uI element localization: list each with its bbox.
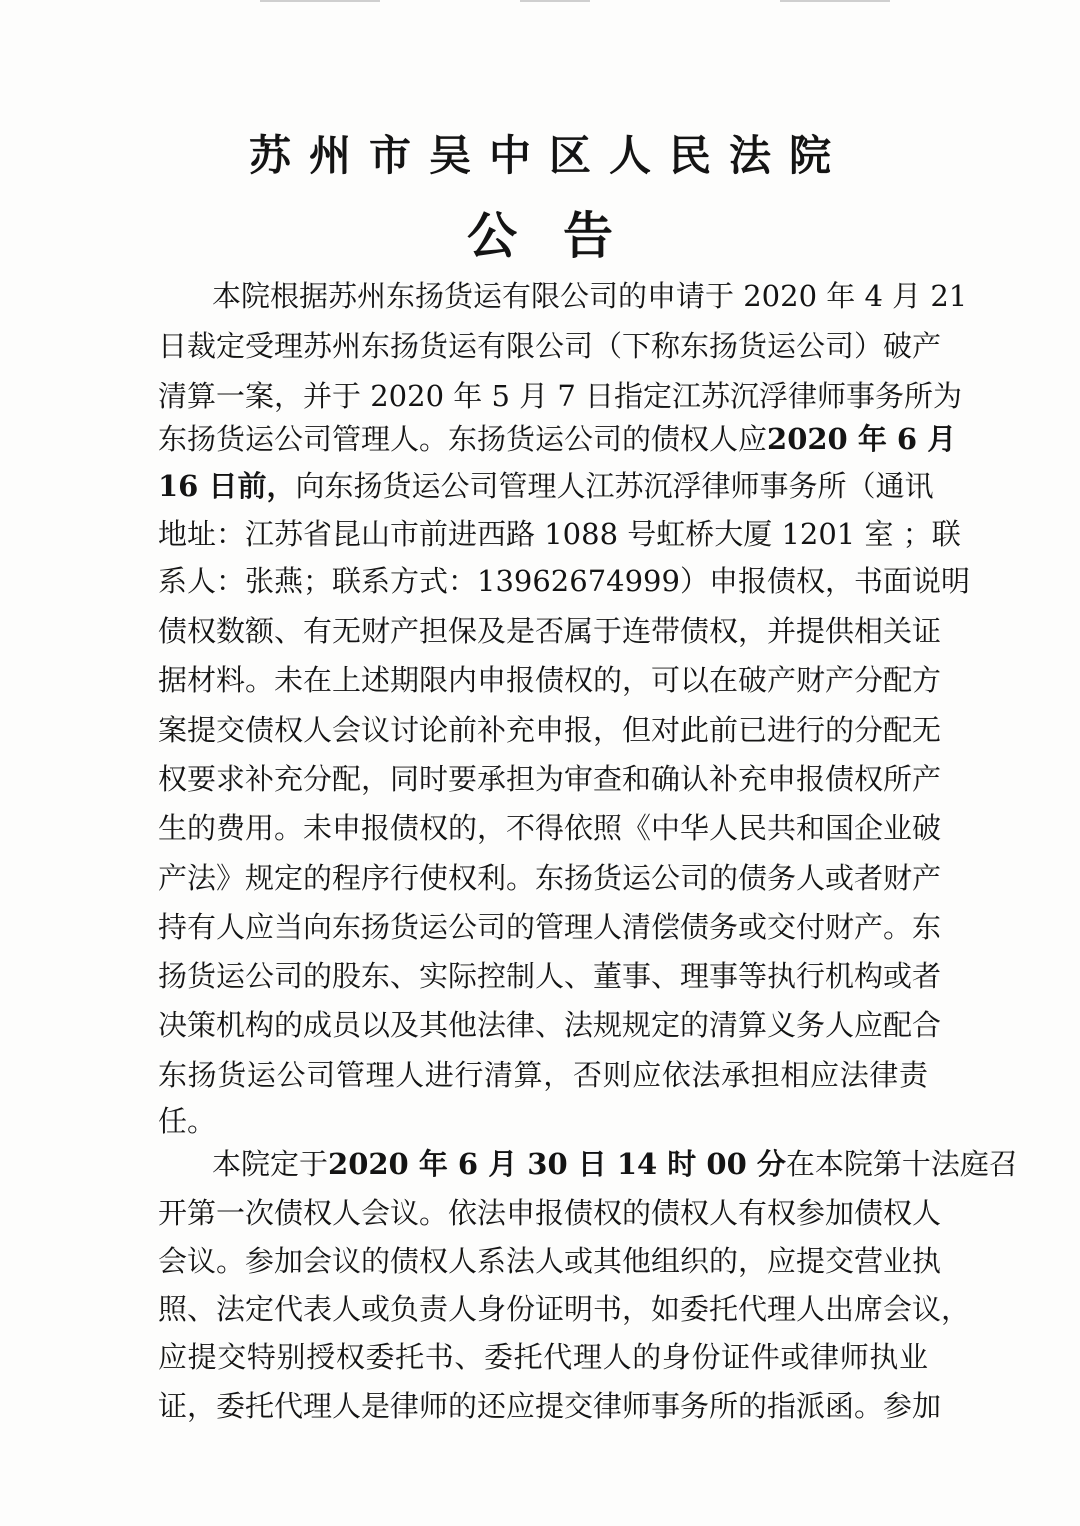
paragraph-1-line-14: 持有人应当向东扬货运公司的管理人清偿债务或交付财产。东 [158,910,942,944]
paragraph-1-line-18: 任。 [158,1104,217,1138]
deadline-date: 2020 年 6 月 [767,422,957,456]
paragraph-1-line-6: 地址：江苏省昆山市前进西路 1088 号虹桥大厦 1201 室 ；联 [158,517,961,551]
paragraph-2-line-4: 照、法定代表人或负责人身份证明书，如委托代理人出席会议， [158,1292,971,1326]
paragraph-2-line-2: 开第一次债权人会议。依法申报债权的债权人有权参加债权人 [158,1196,942,1230]
paragraph-2-line-1 [212,1139,1018,1189]
paragraph-1-line-2: 日裁定受理苏州东扬货运有限公司（下称东扬货运公司）破产 [158,329,942,363]
text-segment: 向东扬货运公司管理人江苏沉浮律师事务所（通讯 [295,469,934,503]
court-name: 苏州市吴中区人民法院 [248,131,849,180]
paragraph-1-line-8: 债权数额、有无财产担保及是否属于连带债权，并提供相关证 [158,614,942,648]
paragraph-1-line-7: 系人：张燕；联系方式：13962674999）申报债权，书面说明 [158,564,970,598]
paragraph-1-line-9: 据材料。未在上述期限内申报债权的，可以在破产财产分配方 [158,663,942,697]
text-segment: 东扬货运公司管理人。东扬货运公司的债权人应 [158,422,768,456]
paragraph-1-line-13: 产法》规定的程序行使权利。东扬货运公司的债务人或者财产 [158,861,942,895]
paragraph-1-line-12: 生的费用。未申报债权的，不得依照《中华人民共和国企业破 [158,811,942,845]
scan-edge-mark [520,0,590,2]
scan-edge-mark [780,0,890,2]
deadline-date-end: 16 日前， [158,469,296,503]
paragraph-1-line-17: 东扬货运公司管理人进行清算，否则应依法承担相应法律责 [158,1058,928,1092]
scan-edge-mark [260,0,380,2]
paragraph-1-line-1: 本院根据苏州东扬货运有限公司的申请于 2020 年 4 月 21 [212,279,968,313]
paragraph-1-line-15: 扬货运公司的股东、实际控制人、董事、理事等执行机构或者 [158,959,942,993]
notice-title: 公告 [467,206,659,265]
paragraph-1-line-11: 权要求补充分配，同时要承担为审查和确认补充申报债权所产 [158,762,942,796]
paragraph-2-line-6: 证，委托代理人是律师的还应提交律师事务所的指派函。参加 [158,1389,942,1423]
meeting-datetime: 2020 年 6 月 30 日 14 时 00 分 [328,1147,786,1181]
text-segment: 本院定于 [212,1147,329,1181]
text-segment: 在本院第十法庭召 [785,1147,1018,1181]
paragraph-1-line-16: 决策机构的成员以及其他法律、法规规定的清算义务人应配合 [158,1008,942,1042]
paragraph-1-line-4 [158,414,957,464]
paragraph-1-line-10: 案提交债权人会议讨论前补充申报，但对此前已进行的分配无 [158,713,942,747]
paragraph-2-line-5: 应提交特别授权委托书、委托代理人的身份证件或律师执业 [158,1340,928,1374]
paragraph-1-line-3: 清算一案，并于 2020 年 5 月 7 日指定江苏沉浮律师事务所为 [158,379,963,413]
paragraph-2-line-3: 会议。参加会议的债权人系法人或其他组织的，应提交营业执 [158,1244,942,1278]
paragraph-1-line-5 [158,461,934,511]
